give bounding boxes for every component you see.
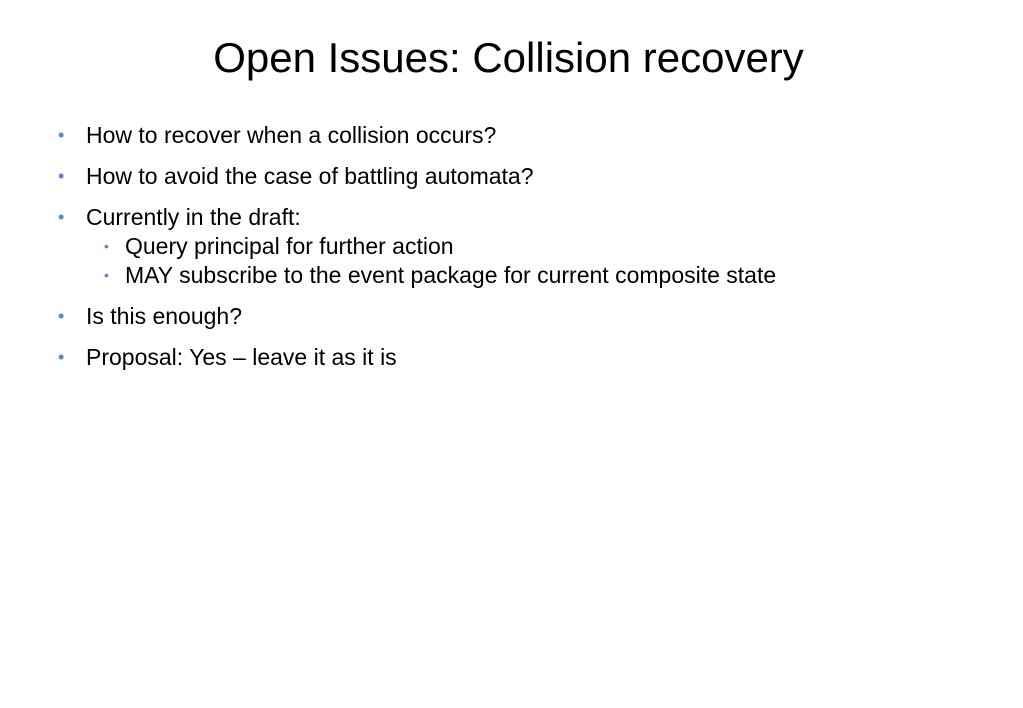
bullet-item <box>58 301 988 331</box>
slide-title: Open Issues: Collision recovery <box>213 34 804 81</box>
sub-bullet-text: MAY subscribe to the event package for current composite state <box>125 262 777 288</box>
bullet-icon: • <box>58 125 65 145</box>
bullet-list <box>58 120 988 383</box>
sub-bullet-item <box>86 261 988 290</box>
sub-bullet-item <box>86 232 988 261</box>
bullet-icon: • <box>58 166 65 186</box>
bullet-icon: • <box>58 347 65 367</box>
bullet-icon: • <box>58 306 65 326</box>
sub-bullet-text: Query principal for further action <box>125 233 454 259</box>
sub-bullet-icon: • <box>104 238 109 254</box>
bullet-text: Is this enough? <box>86 303 243 329</box>
bullet-text: Currently in the draft: <box>86 204 301 230</box>
bullet-icon: • <box>58 207 65 227</box>
bullet-item <box>58 120 988 150</box>
bullet-item <box>58 161 988 191</box>
sub-bullet-list <box>86 232 988 290</box>
bullet-text: How to recover when a collision occurs? <box>86 122 497 148</box>
bullet-text: Proposal: Yes – leave it as it is <box>86 344 397 370</box>
bullet-text: How to avoid the case of battling automata? <box>86 163 534 189</box>
bullet-item <box>58 202 988 290</box>
sub-bullet-icon: • <box>104 267 109 283</box>
bullet-item <box>58 342 988 372</box>
